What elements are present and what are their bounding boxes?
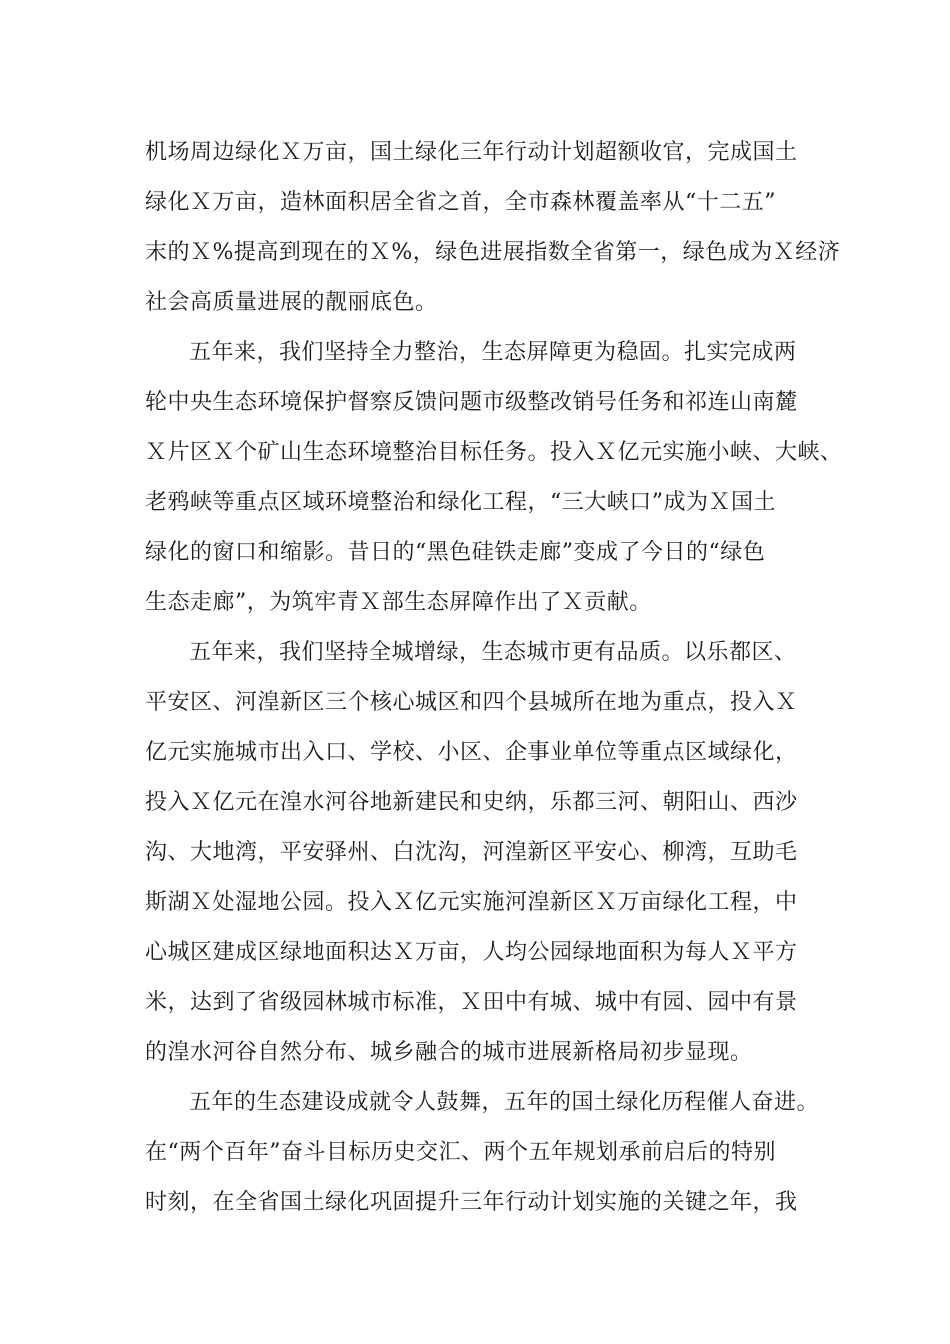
text-line: 绿化的窗口和缩影。昔日的“黑色硅铁走廊”变成了今日的“绿色 <box>145 540 766 565</box>
text-line: 生态走廊”，为筑牢青Ｘ部生态屏障作出了Ｘ贡献。 <box>145 590 652 615</box>
text-line: 末的Ｘ%提高到现在的Ｘ%，绿色进展指数全省第一，绿色成为Ｘ经济 <box>145 240 841 265</box>
text-line: 在“两个百年”奋斗目标历史交汇、两个五年规划承前启后的特别 <box>145 1140 776 1165</box>
text-line: 投入Ｘ亿元在湟水河谷地新建民和史纳，乐都三河、朝阳山、西沙 <box>145 790 798 815</box>
text-line: 机场周边绿化Ｘ万亩，国土绿化三年行动计划超额收官，完成国土 <box>145 140 798 165</box>
body-text <box>145 128 843 1228</box>
text-line: 绿化Ｘ万亩，造林面积居全省之首，全市森林覆盖率从“十二五” <box>145 190 776 215</box>
text-line: 平安区、河湟新区三个核心城区和四个县城所在地为重点，投入Ｘ <box>145 690 798 715</box>
text-line: Ｘ片区Ｘ个矿山生态环境整治目标任务。投入Ｘ亿元实施小峡、大峡、 <box>145 440 843 465</box>
paragraph-first-line: 五年来，我们坚持全城增绿，生态城市更有品质。以乐都区、 <box>189 640 797 665</box>
text-line: 的湟水河谷自然分布、城乡融合的城市进展新格局初步显现。 <box>145 1040 753 1065</box>
text-line: 斯湖Ｘ处湿地公园。投入Ｘ亿元实施河湟新区Ｘ万亩绿化工程，中 <box>145 890 798 915</box>
text-line: 社会高质量进展的靓丽底色。 <box>145 290 438 315</box>
text-line: 米，达到了省级园林城市标准，Ｘ田中有城、城中有园、园中有景 <box>145 990 798 1015</box>
paragraph-first-line: 五年的生态建设成就令人鼓舞，五年的国土绿化历程催人奋进。 <box>189 1090 820 1115</box>
text-line: 时刻，在全省国土绿化巩固提升三年行动计划实施的关键之年，我 <box>145 1190 798 1215</box>
text-line: 心城区建成区绿地面积达Ｘ万亩，人均公园绿地面积为每人Ｘ平方 <box>145 940 798 965</box>
text-line: 沟、大地湾，平安驿州、白沈沟，河湟新区平安心、柳湾，互助毛 <box>145 840 798 865</box>
text-line: 亿元实施城市出入口、学校、小区、企事业单位等重点区域绿化， <box>145 740 798 765</box>
text-line: 老鸦峡等重点区域环境整治和绿化工程，“三大峡口”成为Ｘ国土 <box>145 490 776 515</box>
paragraph-first-line: 五年来，我们坚持全力整治，生态屏障更为稳固。扎实完成两 <box>189 340 797 365</box>
text-line: 轮中央生态环境保护督察反馈问题市级整改销号任务和祁连山南麓 <box>145 390 798 415</box>
